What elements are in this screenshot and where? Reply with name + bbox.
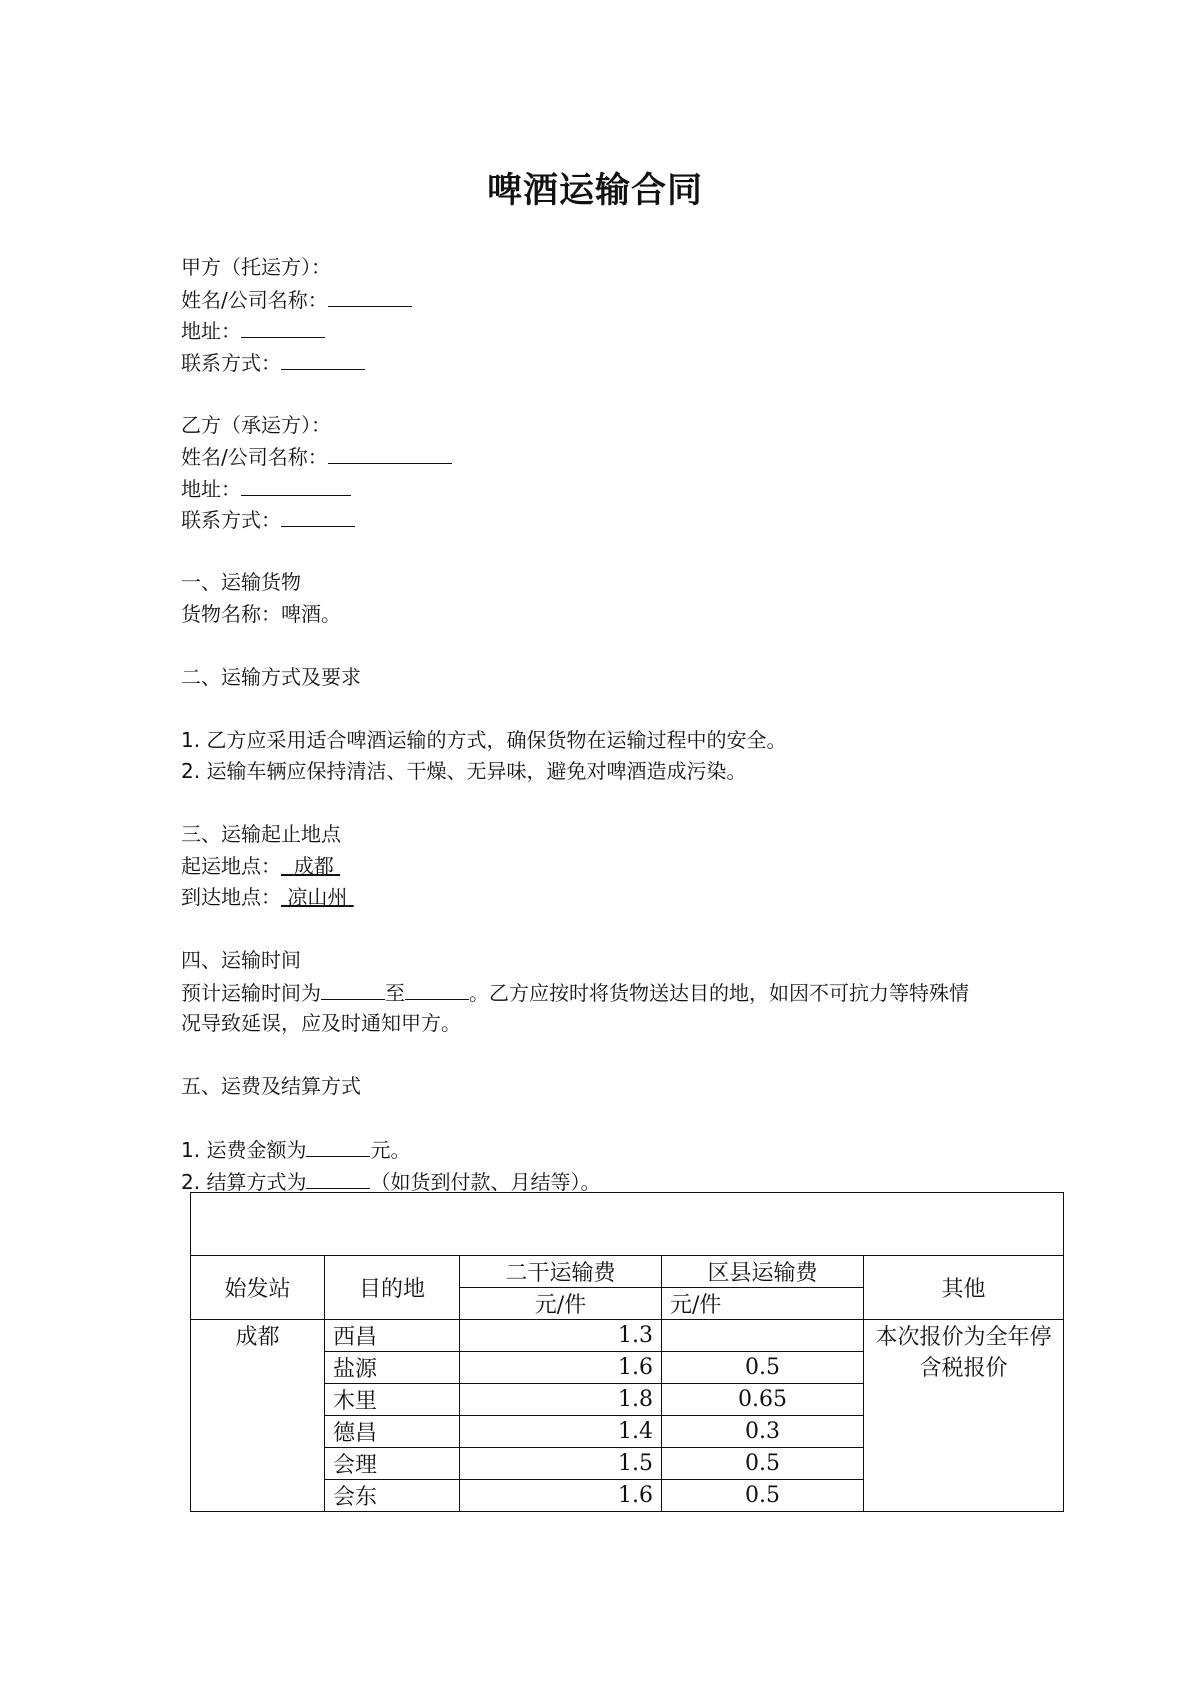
row-trunk-fee: 1.8 bbox=[460, 1384, 662, 1416]
section3-heading: 三、运输起止地点 bbox=[181, 822, 341, 846]
row-destination: 盐源 bbox=[325, 1352, 460, 1384]
party-a-contact-label: 联系方式： bbox=[181, 350, 281, 375]
origin-label: 起运地点： bbox=[181, 853, 281, 878]
origin-station-cell: 成都 bbox=[191, 1320, 325, 1512]
header-trunk-unit: 元/件 bbox=[460, 1288, 662, 1320]
freight-amount: 1. 运费金额为 元。 bbox=[181, 1134, 1051, 1166]
page-title: 啤酒运输合同 bbox=[486, 171, 703, 211]
row-trunk-fee: 1.3 bbox=[460, 1320, 662, 1352]
party-b-address-blank bbox=[241, 473, 351, 496]
party-b-contact-field bbox=[181, 504, 1051, 536]
party-b-contact-blank bbox=[281, 504, 355, 527]
contract-body bbox=[181, 252, 1051, 1197]
row-destination: 会东 bbox=[325, 1480, 460, 1512]
row-destination: 德昌 bbox=[325, 1416, 460, 1448]
transport-time-line1: 预计运输时间为 至 。乙方应按时将货物送达目的地，如因不可抗力等特殊情 bbox=[181, 977, 1051, 1009]
row-county-fee: 0.5 bbox=[662, 1480, 864, 1512]
row-destination: 西昌 bbox=[325, 1320, 460, 1352]
table-blank-header bbox=[191, 1193, 1064, 1256]
row-county-fee: 0.65 bbox=[662, 1384, 864, 1416]
goods-name: 货物名称：啤酒。 bbox=[181, 601, 341, 626]
party-a-address-blank bbox=[241, 315, 325, 338]
row-trunk-fee: 1.6 bbox=[460, 1480, 662, 1512]
section1-heading: 一、运输货物 bbox=[181, 570, 301, 594]
note-cell: 本次报价为全年停含税报价 bbox=[864, 1320, 1064, 1512]
section2-item1: 1. 乙方应采用适合啤酒运输的方式，确保货物在运输过程中的安全。 bbox=[181, 727, 787, 752]
origin-value: 成都 bbox=[293, 853, 334, 878]
freight-amount-blank bbox=[306, 1134, 370, 1157]
header-other: 其他 bbox=[864, 1256, 1064, 1320]
table-row bbox=[191, 1320, 1064, 1352]
party-b-contact-label: 联系方式： bbox=[181, 508, 281, 532]
party-b-name-blank bbox=[328, 441, 452, 464]
party-b-address-field bbox=[181, 473, 1051, 505]
header-origin: 始发站 bbox=[191, 1256, 325, 1320]
header-destination: 目的地 bbox=[325, 1256, 460, 1320]
section2-item2: 2. 运输车辆应保持清洁、干燥、无异味，避免对啤酒造成污染。 bbox=[181, 759, 747, 783]
party-a-address-field bbox=[181, 315, 1051, 347]
row-destination: 木里 bbox=[325, 1384, 460, 1416]
start-date-blank bbox=[321, 977, 385, 1000]
end-date-blank bbox=[405, 977, 469, 1000]
transport-time-line2: 况导致延误，应及时通知甲方。 bbox=[181, 1011, 461, 1035]
section2-heading: 二、运输方式及要求 bbox=[181, 664, 361, 689]
settlement-method-blank bbox=[306, 1166, 370, 1189]
party-a-contact-field bbox=[181, 347, 1051, 379]
header-county-fee: 区县运输费 bbox=[662, 1256, 864, 1288]
destination-value: 凉山州 bbox=[287, 885, 348, 909]
row-county-fee: 0.5 bbox=[662, 1352, 864, 1384]
header-county-unit: 元/件 bbox=[662, 1288, 864, 1320]
header-trunk-fee: 二干运输费 bbox=[460, 1256, 662, 1288]
origin-field bbox=[181, 851, 1051, 883]
party-a-name-field bbox=[181, 284, 1051, 316]
party-b-address-label: 地址： bbox=[181, 476, 241, 501]
party-b-name-label: 姓名/公司名称： bbox=[181, 445, 328, 469]
party-b-name-field bbox=[181, 441, 1051, 473]
settlement-method: 2. 结算方式为 （如货到付款、月结等）。 bbox=[181, 1166, 1051, 1198]
party-a-name-label: 姓名/公司名称： bbox=[181, 287, 328, 312]
party-a-heading: 甲方（托运方）： bbox=[181, 255, 331, 279]
section5-heading: 五、运费及结算方式 bbox=[181, 1074, 361, 1098]
row-county-fee bbox=[662, 1320, 864, 1352]
row-trunk-fee: 1.4 bbox=[460, 1416, 662, 1448]
row-county-fee: 0.3 bbox=[662, 1416, 864, 1448]
row-trunk-fee: 1.6 bbox=[460, 1352, 662, 1384]
row-trunk-fee: 1.5 bbox=[460, 1448, 662, 1480]
row-county-fee: 0.5 bbox=[662, 1448, 864, 1480]
destination-label: 到达地点： bbox=[181, 885, 281, 909]
party-b-heading: 乙方（承运方）： bbox=[181, 412, 331, 437]
destination-field bbox=[181, 882, 1051, 914]
freight-rate-table bbox=[190, 1192, 1064, 1512]
party-a-address-label: 地址： bbox=[181, 319, 241, 343]
section4-heading: 四、运输时间 bbox=[181, 948, 301, 972]
row-destination: 会理 bbox=[325, 1448, 460, 1480]
party-a-contact-blank bbox=[281, 347, 365, 370]
party-a-name-blank bbox=[328, 284, 412, 307]
